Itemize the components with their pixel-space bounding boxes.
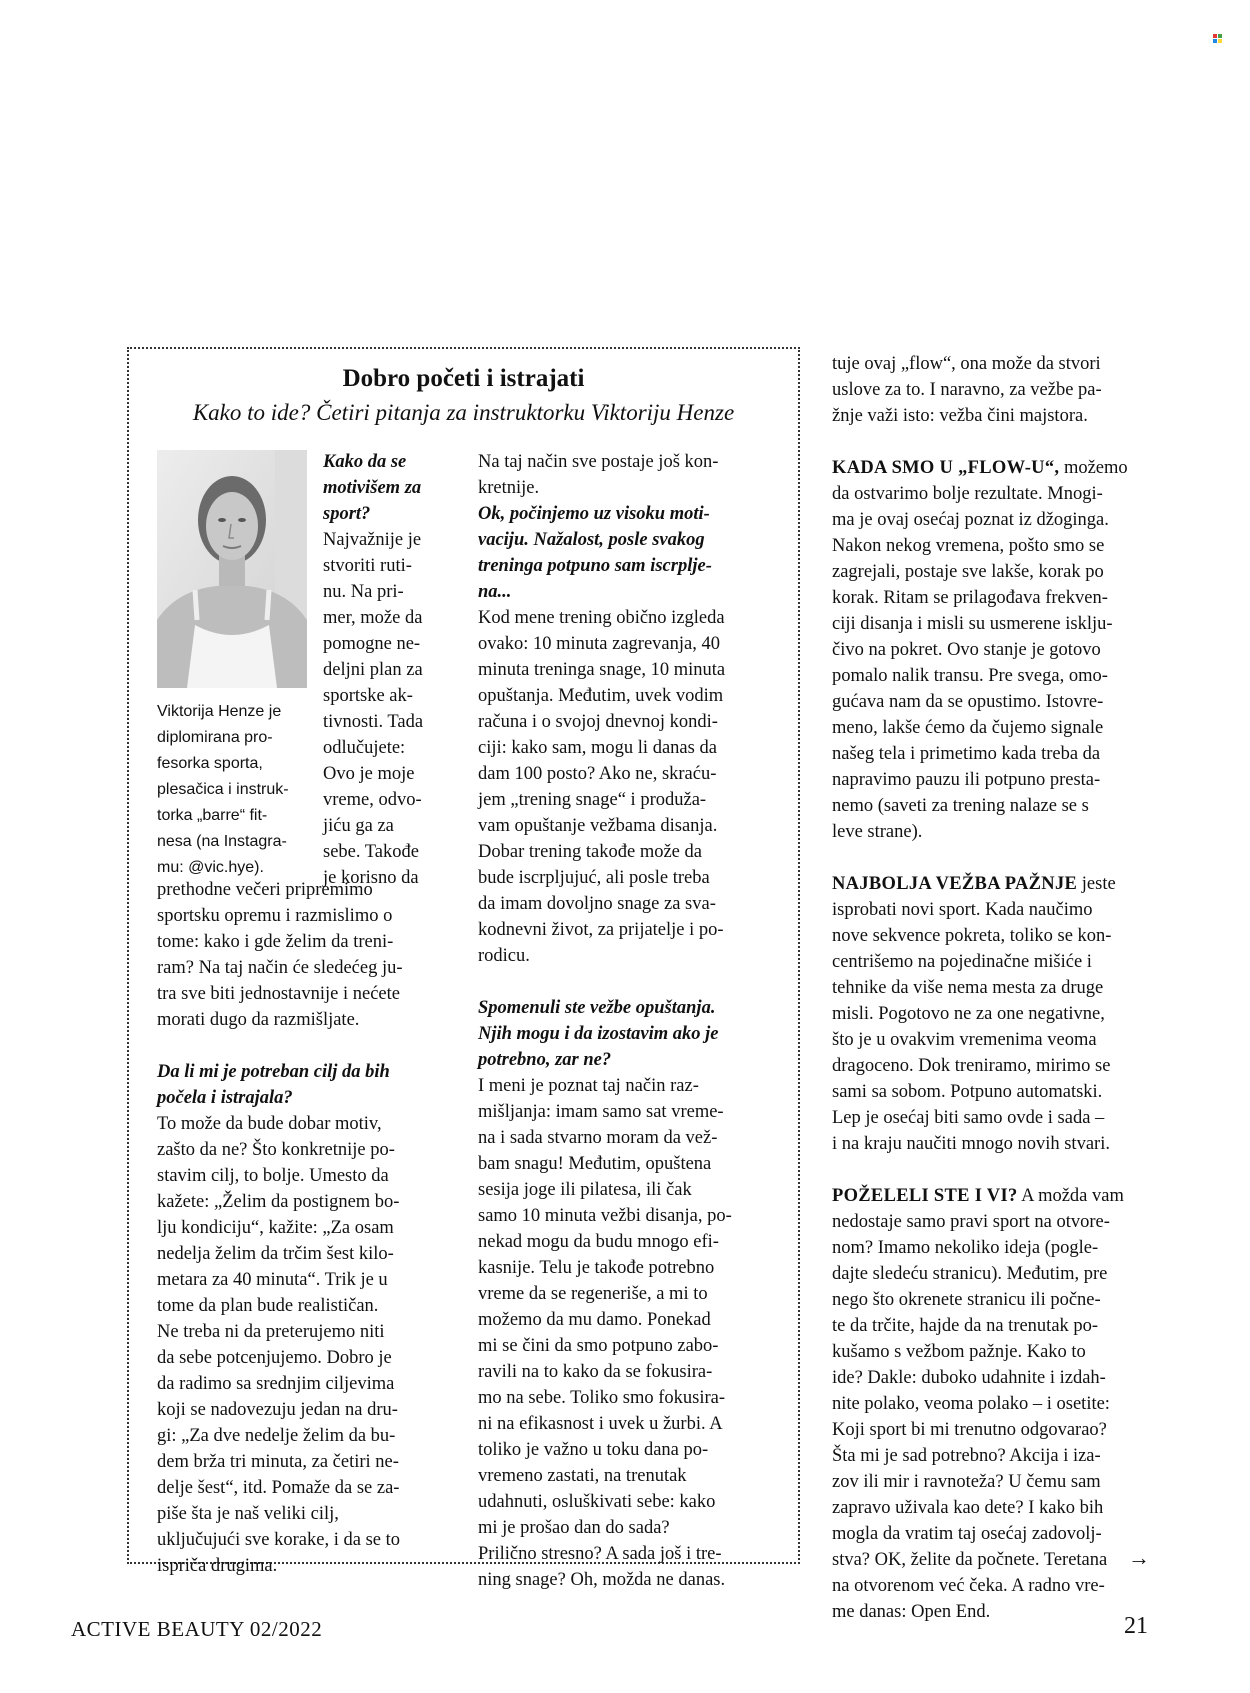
body-line: tuje ovaj „flow“, ona može da stvori bbox=[832, 354, 1101, 374]
photo-caption bbox=[157, 699, 315, 881]
answer-line: uključujući sve korake, i da se to bbox=[157, 1530, 401, 1550]
answer-line: bude iscrpljujuć, ali posle treba bbox=[478, 868, 710, 888]
body-line: zapravo uživala kao dete? I kako bih bbox=[832, 1498, 1104, 1518]
answer-line: mer, može da bbox=[323, 608, 423, 628]
body-line: uslove za to. I naravno, za vežbe pa- bbox=[832, 380, 1102, 400]
answer-line: prethodne večeri pripremimo bbox=[157, 880, 373, 900]
body-line bbox=[832, 871, 1162, 897]
answer-line: ni na efikasnost i uvek u žurbi. A bbox=[478, 1414, 723, 1434]
section-lead-in: NAJBOLJA VEŽBA PAŽNJE bbox=[832, 874, 1078, 894]
question-line: Spomenuli ste vežbe opuštanja. bbox=[478, 998, 716, 1018]
body-line: tehnike da više nema mesta za druge bbox=[832, 978, 1104, 998]
body-line: leve strane). bbox=[832, 822, 923, 842]
question-line: motivišem za bbox=[323, 478, 422, 498]
answer-line: vremeno zastati, na trenutak bbox=[478, 1466, 687, 1486]
answer-line: mi je prošao dan do sada? bbox=[478, 1518, 670, 1538]
answer-line: piše šta je naš veliki cilj, bbox=[157, 1504, 339, 1524]
answer-line: da sebe potcenjujemo. Dobro je bbox=[157, 1348, 392, 1368]
body-line: misli. Pogotovo ne za one negativne, bbox=[832, 1004, 1105, 1024]
body-line: nove sekvence pokreta, toliko se kon- bbox=[832, 926, 1112, 946]
body-line: mogla da vratim taj osećaj zadovolj- bbox=[832, 1524, 1102, 1544]
body-line: ide? Dakle: duboko udahnite i izdah- bbox=[832, 1368, 1106, 1388]
body-line: Lep je osećaj biti samo ovde i sada – bbox=[832, 1108, 1105, 1128]
body-line: žnje važi isto: vežba čini majstora. bbox=[832, 406, 1088, 426]
body-text: možemo bbox=[1059, 458, 1128, 478]
answer-line: zašto da ne? Što konkretnije po- bbox=[157, 1140, 395, 1160]
body-line: dragoceno. Dok treniramo, mirimo se bbox=[832, 1056, 1111, 1076]
answer-line: da radimo sa srednjim ciljevima bbox=[157, 1374, 395, 1394]
answer-line: ciji: kako sam, mogu li danas da bbox=[478, 738, 717, 758]
answer-line: sesija joge ili pilatesa, ili čak bbox=[478, 1180, 692, 1200]
question-line: Kako da se bbox=[323, 452, 407, 472]
column-2-text bbox=[478, 449, 778, 1593]
spacer bbox=[832, 429, 1162, 455]
body-line: što je u ovakvim vremenima veoma bbox=[832, 1030, 1097, 1050]
answer-line: minuta treninga snage, 10 minuta bbox=[478, 660, 726, 680]
caption-line: fesorka sporta, bbox=[157, 755, 263, 772]
answer-line: ispriča drugima. bbox=[157, 1556, 278, 1576]
answer-line: sportske ak- bbox=[323, 686, 413, 706]
question-line: potrebno, zar ne? bbox=[478, 1050, 612, 1070]
column-3-text bbox=[832, 351, 1162, 1625]
answer-line: jiću ga za bbox=[323, 816, 394, 836]
color-registration-mark bbox=[1213, 34, 1222, 43]
answer-line: gi: „Za dve nedelje želim da bu- bbox=[157, 1426, 396, 1446]
body-line: te da trčite, hajde da na trenutak po- bbox=[832, 1316, 1099, 1336]
answer-line: toliko je važno u toku dana po- bbox=[478, 1440, 709, 1460]
answer-line: nedelja želim da trčim šest kilo- bbox=[157, 1244, 394, 1264]
caption-line: torka „barre“ fit- bbox=[157, 807, 268, 824]
answer-line: stvoriti ruti- bbox=[323, 556, 412, 576]
answer-line: kodnevni život, za prijatelje i po- bbox=[478, 920, 724, 940]
portrait-photo bbox=[157, 450, 307, 688]
caption-line: plesačica i instruk- bbox=[157, 781, 289, 798]
body-line: gućava nam da se opustimo. Istovre- bbox=[832, 692, 1104, 712]
body-line: čivo na pokret. Ovo stanje je gotovo bbox=[832, 640, 1101, 660]
answer-line: možemo da mu damo. Ponekad bbox=[478, 1310, 711, 1330]
answer-line: dam 100 posto? Ako ne, skraću- bbox=[478, 764, 717, 784]
body-line: napravimo pauzu ili potpuno presta- bbox=[832, 770, 1101, 790]
answer-line: mišljanja: imam samo sat vreme- bbox=[478, 1102, 724, 1122]
answer-line: vreme, odvo- bbox=[323, 790, 422, 810]
question-line: počela i istrajala? bbox=[157, 1088, 293, 1108]
answer-line: opuštanja. Međutim, uvek vodim bbox=[478, 686, 724, 706]
body-text: jeste bbox=[1077, 874, 1116, 894]
answer-line: sebe. Takođe bbox=[323, 842, 419, 862]
answer-line: dem brža tri minuta, za četiri ne- bbox=[157, 1452, 399, 1472]
body-line: Koji sport bi mi trenutno odgovarao? bbox=[832, 1420, 1107, 1440]
answer-line: ning snage? Oh, možda ne danas. bbox=[478, 1570, 726, 1590]
answer-line: jem „trening snage“ i produža- bbox=[478, 790, 707, 810]
spacer bbox=[832, 845, 1162, 871]
answer-line: je korisno da bbox=[323, 868, 419, 888]
caption-line: mu: @vic.hye). bbox=[157, 859, 264, 876]
question-line: Da li mi je potreban cilj da bih bbox=[157, 1062, 390, 1082]
answer-line: tome da plan bude realističan. bbox=[157, 1296, 379, 1316]
question-line: na... bbox=[478, 582, 512, 602]
question-line: Ok, počinjemo uz visoku moti- bbox=[478, 504, 710, 524]
answer-line: Najvažnije je bbox=[323, 530, 422, 550]
body-line: zov ili mir i ravnoteža? U čemu sam bbox=[832, 1472, 1101, 1492]
answer-line: Dobar trening takođe može da bbox=[478, 842, 702, 862]
answer-line: Na taj način sve postaje još kon- bbox=[478, 452, 719, 472]
caption-line: nesa (na Instagra- bbox=[157, 833, 287, 850]
body-line: zagrejali, postaje sve lakše, korak po bbox=[832, 562, 1104, 582]
body-line: kušamo s vežbom pažnje. Kako to bbox=[832, 1342, 1086, 1362]
page-number: 21 bbox=[1124, 1613, 1148, 1639]
answer-line: vam opuštanje vežbama disanja. bbox=[478, 816, 718, 836]
answer-line: udahnuti, osluškivati sebe: kako bbox=[478, 1492, 716, 1512]
body-line: na otvorenom već čeka. A radno vre- bbox=[832, 1576, 1105, 1596]
body-line: ciji disanja i misli su usmerene isklju- bbox=[832, 614, 1113, 634]
answer-line: kretnije. bbox=[478, 478, 540, 498]
body-line: pomalo nalik transu. Pre svega, omo- bbox=[832, 666, 1108, 686]
body-line: isprobati novi sport. Kada naučimo bbox=[832, 900, 1093, 920]
answer-line: nu. Na pri- bbox=[323, 582, 404, 602]
body-line: da ostvarimo bolje rezultate. Mnogi- bbox=[832, 484, 1103, 504]
answer-line: ram? Na taj način će sledećeg ju- bbox=[157, 958, 403, 978]
body-line: nego što okrenete stranicu ili počne- bbox=[832, 1290, 1101, 1310]
body-line bbox=[832, 455, 1162, 481]
question-line: Njih mogu i da izostavim ako je bbox=[478, 1024, 719, 1044]
answer-line: morati dugo da razmišljate. bbox=[157, 1010, 360, 1030]
answer-line: na i sada stvarno moram da vež- bbox=[478, 1128, 718, 1148]
answer-line: odlučujete: bbox=[323, 738, 406, 758]
question-line: vaciju. Nažalost, posle svakog bbox=[478, 530, 705, 550]
answer-line: Ne treba ni da preterujemo niti bbox=[157, 1322, 385, 1342]
body-line: korak. Ritam se prilagođava frekven- bbox=[832, 588, 1108, 608]
caption-line: diplomirana pro- bbox=[157, 729, 273, 746]
answer-line: Prilično stresno? A sada još i tre- bbox=[478, 1544, 722, 1564]
body-line: dajte sledeću stranicu). Međutim, pre bbox=[832, 1264, 1108, 1284]
answer-line: ravili na to kako da se fokusira- bbox=[478, 1362, 713, 1382]
magazine-footer: ACTIVE BEAUTY 02/2022 bbox=[71, 1617, 323, 1641]
answer-line: lju kondiciju“, kažite: „Za osam bbox=[157, 1218, 394, 1238]
answer-line: pomogne ne- bbox=[323, 634, 421, 654]
answer-line: To može da bude dobar motiv, bbox=[157, 1114, 382, 1134]
answer-line: Kod mene trening obično izgleda bbox=[478, 608, 725, 628]
spacer bbox=[832, 1157, 1162, 1183]
body-line: ma je ovaj osećaj poznat iz džoginga. bbox=[832, 510, 1109, 530]
answer-line: kažete: „Želim da postignem bo- bbox=[157, 1192, 400, 1212]
answer-line: nekad mogu da budu mnogo efi- bbox=[478, 1232, 719, 1252]
section-lead-in: KADA SMO U „FLOW-U“, bbox=[832, 458, 1060, 478]
answer-line: stavim cilj, to bolje. Umesto da bbox=[157, 1166, 389, 1186]
answer-line: mo na sebe. Toliko smo fokusira- bbox=[478, 1388, 726, 1408]
answer-line: I meni je poznat taj način raz- bbox=[478, 1076, 699, 1096]
question-line: treninga potpuno sam iscrplje- bbox=[478, 556, 712, 576]
body-line: nite polako, veoma polako – i osetite: bbox=[832, 1394, 1110, 1414]
answer-line: ovako: 10 minuta zagrevanja, 40 bbox=[478, 634, 720, 654]
answer-line: metara za 40 minuta“. Trik je u bbox=[157, 1270, 388, 1290]
body-line: me danas: Open End. bbox=[832, 1602, 991, 1622]
body-line: nom? Imamo nekoliko ideja (pogle- bbox=[832, 1238, 1099, 1258]
answer-line: sportsku opremu i razmislimo o bbox=[157, 906, 393, 926]
answer-line: kasnije. Telu je takođe potrebno bbox=[478, 1258, 715, 1278]
answer-line: tra sve biti jednostavnije i nećete bbox=[157, 984, 400, 1004]
question-1-narrow bbox=[323, 449, 448, 891]
spacer bbox=[478, 969, 778, 995]
question-line: sport? bbox=[323, 504, 371, 524]
portrait-illustration bbox=[157, 450, 307, 688]
body-line: sami sa sobom. Potpuno automatski. bbox=[832, 1082, 1103, 1102]
body-line: našeg tela i primetimo kada treba da bbox=[832, 744, 1101, 764]
answer-line: tivnosti. Tada bbox=[323, 712, 424, 732]
caption-line: Viktorija Henze je bbox=[157, 703, 282, 720]
box-title: Dobro početi i istrajati bbox=[342, 365, 585, 392]
column-1-text bbox=[157, 877, 449, 1579]
answer-line: delje šest“, itd. Pomaže da se za- bbox=[157, 1478, 400, 1498]
answer-line: računa i o svojoj dnevnoj kondi- bbox=[478, 712, 718, 732]
body-line: stva? OK, želite da počnete. Teretana bbox=[832, 1550, 1108, 1570]
answer-line: rodicu. bbox=[478, 946, 530, 966]
body-line: Nakon nekog vremena, pošto smo se bbox=[832, 536, 1105, 556]
answer-line: Ovo je moje bbox=[323, 764, 415, 784]
body-line: meno, lakše ćemo da čujemo signale bbox=[832, 718, 1104, 738]
box-subtitle: Kako to ide? Četiri pitanja za instruktorku Viktoriju Henze bbox=[192, 400, 735, 425]
answer-line: tome: kako i gde želim da treni- bbox=[157, 932, 394, 952]
answer-line: bam snagu! Međutim, opuštena bbox=[478, 1154, 712, 1174]
body-line: i na kraju naučiti mnogo novih stvari. bbox=[832, 1134, 1110, 1154]
answer-line: vreme da se regeneriše, a mi to bbox=[478, 1284, 708, 1304]
section-lead-in: POŽELELI STE I VI? bbox=[832, 1186, 1018, 1206]
continue-arrow-icon: → bbox=[1128, 1545, 1150, 1570]
body-line: nemo (saveti za trening nalaze se s bbox=[832, 796, 1089, 816]
body-text: A možda vam bbox=[1017, 1186, 1124, 1206]
spacer bbox=[157, 1033, 449, 1059]
body-line: centrišemo na pojedinačne mišiće i bbox=[832, 952, 1092, 972]
answer-line: deljni plan za bbox=[323, 660, 423, 680]
answer-line: mi se čini da smo potpuno zabo- bbox=[478, 1336, 719, 1356]
body-line: Šta mi je sad potrebno? Akcija i iza- bbox=[832, 1446, 1101, 1466]
body-line bbox=[832, 1183, 1162, 1209]
answer-line: da imam dovoljno snage za sva- bbox=[478, 894, 716, 914]
body-line: nedostaje samo pravi sport na otvore- bbox=[832, 1212, 1110, 1232]
answer-line: samo 10 minuta vežbi disanja, po- bbox=[478, 1206, 732, 1226]
answer-line: koji se nadovezuju jedan na dru- bbox=[157, 1400, 398, 1420]
